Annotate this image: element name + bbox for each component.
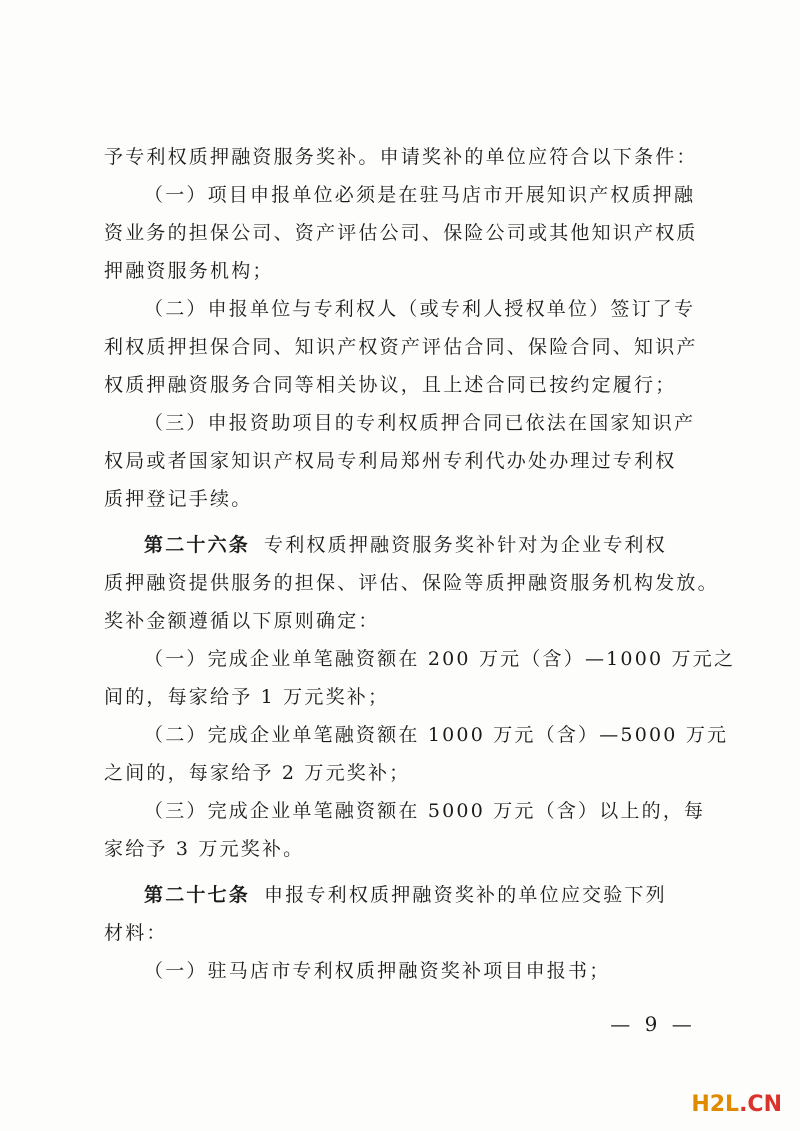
text-line: 押融资服务机构； bbox=[104, 260, 274, 282]
text-line: 予专利权质押融资服务奖补。申请奖补的单位应符合以下条件： bbox=[104, 146, 698, 168]
page-number: — 9 — bbox=[610, 1012, 696, 1036]
text-line: 权质押融资服务合同等相关协议，且上述合同已按约定履行； bbox=[104, 374, 677, 396]
text-line: 之间的，每家给予 2 万元奖补； bbox=[104, 762, 411, 784]
article-26-title: 第二十六条 bbox=[144, 534, 251, 556]
text-line: （一）完成企业单笔融资额在 200 万元（含）—1000 万元之 bbox=[144, 648, 736, 670]
text-line: （二）申报单位与专利权人（或专利人授权单位）签订了专 bbox=[144, 298, 696, 320]
site-watermark bbox=[691, 1092, 782, 1117]
text-line: 奖补金额遵循以下原则确定： bbox=[104, 610, 380, 632]
text-line: （二）完成企业单笔融资额在 1000 万元（含）—5000 万元 bbox=[144, 724, 729, 746]
text-line: 材料： bbox=[104, 922, 168, 944]
text-line: 权局或者国家知识产权局专利局郑州专利代办处办理过专利权 bbox=[104, 450, 677, 472]
text-line: 专利权质押融资服务奖补针对为企业专利权 bbox=[264, 534, 667, 556]
text-line: 申报专利权质押融资奖补的单位应交验下列 bbox=[264, 884, 667, 906]
text-line: 资业务的担保公司、资产评估公司、保险公司或其他知识产权质 bbox=[104, 222, 698, 244]
article-26-heading-line bbox=[104, 526, 704, 564]
text-line: （三）申报资助项目的专利权质押合同已依法在国家知识产 bbox=[144, 412, 696, 434]
text-line: 质押融资提供服务的担保、评估、保险等质押融资服务机构发放。 bbox=[104, 572, 719, 594]
watermark-suffix: .CN bbox=[739, 1092, 782, 1117]
text-line: 质押登记手续。 bbox=[104, 488, 253, 510]
watermark-brand: H2L bbox=[691, 1092, 740, 1117]
article-27-title: 第二十七条 bbox=[144, 884, 251, 906]
text-line: 家给予 3 万元奖补。 bbox=[104, 838, 305, 860]
document-body bbox=[104, 138, 736, 990]
text-line: 利权质押担保合同、知识产权资产评估合同、保险合同、知识产 bbox=[104, 336, 698, 358]
text-line: （三）完成企业单笔融资额在 5000 万元（含）以上的，每 bbox=[144, 800, 706, 822]
article-27-heading-line bbox=[104, 876, 704, 914]
text-line: 间的，每家给予 1 万元奖补； bbox=[104, 686, 390, 708]
text-line: （一）驻马店市专利权质押融资奖补项目申报书； bbox=[144, 960, 611, 982]
text-line: （一）项目申报单位必须是在驻马店市开展知识产权质押融 bbox=[144, 184, 696, 206]
